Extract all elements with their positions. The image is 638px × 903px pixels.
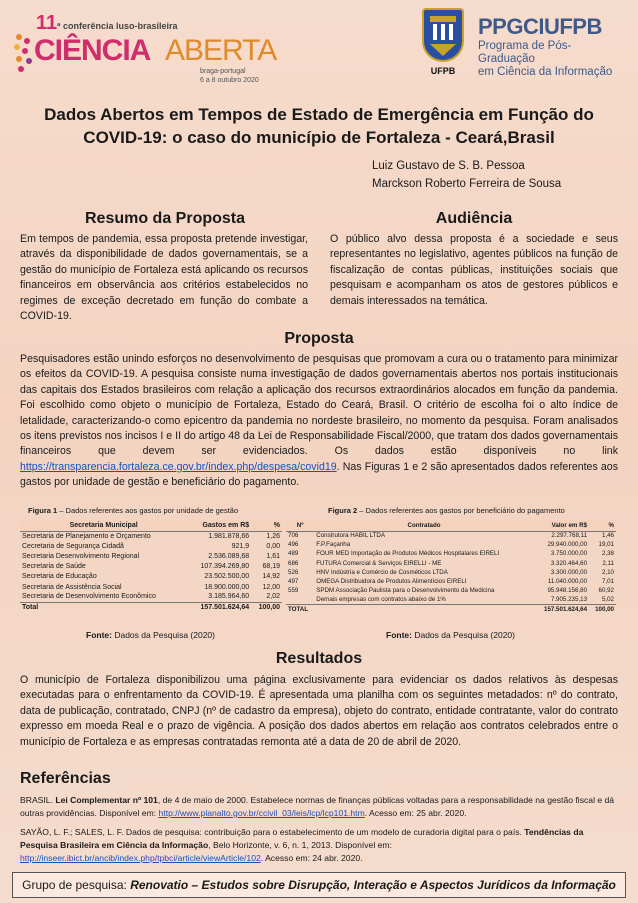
- resumo-heading: Resumo da Proposta: [84, 210, 246, 227]
- table-row: Secretaria Desenvolvimento Regional 2.536.089,68 1,61: [22, 552, 280, 560]
- table-total-row: Total 157.501.624,64 100,00: [22, 604, 280, 612]
- footer-research-group: Grupo de pesquisa: Renovatio – Estudos sobre Disrupção, Interação e Aspectos Jurídicos da Informação: [12, 872, 626, 898]
- resultados-text: O município de Fortaleza disponibilizou uma página exclusivamente para evidenciar os dados relativos às despesas executadas para o enfrentamento da COVID-19. É apresentada uma planilha com os seguintes metadados: nº do contrato, data de publicação, contratado, CNPJ (nº de cadastro da empresa), objeto do contrato, entidade contratante, valor do contrato expresso em moeda Real e o prazo de vigência. A posição dos dados abertos em relação aos contratos celebrados entre o município de Fortaleza e as empresas contratadas remonta até a data de 20 de abril de 2020.: [20, 674, 618, 748]
- table-row: 686 FUTURA Comercial & Serviços EIRELLI - ME 3.320.464,60 2,11: [288, 559, 614, 567]
- table-header-row: Nº Contratado Valor em R$ %: [286, 520, 616, 531]
- figure2-source: Fonte: Dados da Pesquisa (2020): [386, 630, 515, 640]
- audiencia-heading: Audiência: [435, 210, 513, 227]
- figure1-table: [20, 520, 282, 613]
- ppgci-title: PPGCIUFPB: [478, 14, 602, 39]
- ppgci-line2: em Ciência da Informação: [478, 66, 613, 78]
- conf-name: 11ª conferência luso-brasileira: [36, 12, 178, 34]
- ciencia-aberta-logo: [14, 12, 277, 84]
- table-row: 706 Construtora HABIL LTDA 2.297.768,11 1,46: [288, 532, 614, 540]
- logo-word-ciencia: CIÊNCIA: [34, 34, 151, 67]
- resumo-text: Em tempos de pandemia, essa proposta pretende investigar, através da disponibilidade de dados governamentais, se a gestão do município de Fortaleza está aplicando os recursos financeiros em observância aos critérios estabelecidos no regimes de exceção decretado em função do combate a COVID-19.: [20, 233, 308, 323]
- table-row: 559 SPDM Associação Paulista para o Desenvolvimento da Medicina 95.948.156,80 60,92: [288, 587, 614, 595]
- author-2: Marckson Roberto Ferreira de Sousa: [372, 178, 562, 190]
- ufpb-logo: [418, 8, 468, 80]
- ufpb-label: UFPB: [430, 66, 456, 76]
- ufpb-shield-icon: [422, 8, 464, 62]
- reference-2-link[interactable]: http://inseer.ibict.br/ancib/index.php/tpbci/article/viewArticle/102: [20, 853, 261, 863]
- figure1-caption: Figura 1 – Dados referentes aos gastos por unidade de gestão: [28, 506, 239, 515]
- page-title: Dados Abertos em Tempos de Estado de Emergência em Função do COVID-19: o caso do município de Fortaleza - Ceará,Brasil: [44, 105, 594, 147]
- logo-word-aberta: ABERTA: [165, 34, 277, 67]
- author-1: Luiz Gustavo de S. B. Pessoa: [372, 160, 525, 172]
- table-row: Secretaria de Desenvolvimento Econômico 3.185.964,60 2,02: [22, 593, 280, 601]
- proposta-text: Pesquisadores estão unindo esforços no desenvolvimento de pesquisas que promovam a cura ou o tratamento para minimizar os efeitos da COVID-19. A pesquisa consiste numa investigação de dados governamentais abertos nos portais institucionais das capitais dos Estados brasileiros com relação a aplicação dos recursos extraordinários alocados em função da pandemia. Foi escolhido como objeto o município de Fortaleza, Estado do Ceará, Brasil. O critério de escolha foi o alto índice de letalidade, caracterizando-o como epicentro da pandemia no nordeste brasileiro, no momento da pesquisa. Foram analisados os itens previstos nos incisos I e II do artigo 48 da Lei de Responsabilidade Fiscal/2000, que tratam dos dados governamentais financeiros que devem ser evidenciados. Os dados estão disponíveis no link https://transparencia.fortaleza.ce.gov.br/index.php/despesa/covid19. Nas Figuras 1 e 2 são apresentados dados referentes aos gastos por unidade de gestão e beneficiário do pagamento.: [20, 353, 618, 489]
- conf-location: braga-portugal 6 a 8 outubro 2020: [200, 68, 259, 84]
- table-row: Secretaria de Saúde 107.394.269,80 68,19: [22, 563, 280, 571]
- table-row: Secretaria de Educação 23.502.500,00 14,92: [22, 573, 280, 581]
- reference-2: SAYÃO, L. F.; SALES, L. F. Dados de pesquisa: contribuição para o estabelecimento de um modelo de curadoria digital para o país. Tendências da Pesquisa Brasileira em Ciência da Informação, Belo Horizonte, v. 6, n. 1, 2013. Disponível em: http://inseer.ibict.br/ancib/index.php/tpbci/article/viewArticle/102. Acesso em: 24 abr. 2020.: [20, 827, 584, 863]
- reference-1: BRASIL. Lei Complementar nº 101, de 4 de maio de 2000. Estabelece normas de finanças públicas voltadas para a responsabilidade na gestão fiscal e dá outras providências. Disponível em: http://www.planalto.gov.br/ccivil_03/leis/lcp/lcp101.htm. Acesso em: 25 abr. 2020.: [20, 795, 615, 818]
- referencias-heading: Referências: [20, 770, 111, 787]
- table-row: 497 OMEGA Distribuidora de Produtos Alimentícios EIRELI 11.040.000,00 7,01: [288, 578, 614, 586]
- ppgci-logo: [478, 14, 628, 84]
- table-row: Secretaria de Planejamento e Orçamento 1.981.878,66 1,26: [22, 532, 280, 540]
- figure2-table: [286, 520, 616, 614]
- figure2-caption: Figura 2 – Dados referentes aos gastos por beneficiário do pagamento: [328, 506, 565, 515]
- transparencia-link[interactable]: https://transparencia.fortaleza.ce.gov.br/index.php/despesa/covid19: [20, 460, 337, 473]
- table-row: 496 F.P.Façanha 29.940.000,00 19,01: [288, 541, 614, 549]
- table-row: Secretaria de Assistência Social 18.900.000,00 12,00: [22, 583, 280, 591]
- table-row: 526 HNV Indústria e Comércio de Cosméticos LTDA 3.300.000,00 2,10: [288, 568, 614, 576]
- resultados-heading: Resultados: [275, 650, 363, 667]
- reference-1-link[interactable]: http://www.planalto.gov.br/ccivil_03/leis/lcp/lcp101.htm: [158, 808, 365, 818]
- authors: [372, 157, 561, 193]
- references: [20, 794, 618, 871]
- table-row: 489 FOUR MED Importação de Produtos Médicos Hospitalares EIRELI 3.750.000,00 2,38: [288, 550, 614, 558]
- ppgci-line1: Programa de Pós-Graduação: [478, 40, 572, 65]
- audiencia-text: O público alvo dessa proposta é a sociedade e seus representantes no legislativo, agentes públicos na função de fiscalização de contas públicas, instituições sociais que pesquisam e acompanham os atos de gestores públicos e demais interessados na temática.: [330, 233, 618, 307]
- table-header-row: Secretaria Municipal Gastos em R$ %: [20, 520, 282, 531]
- table-total-row: TOTAL 157.501.624,64 100,00: [288, 605, 614, 613]
- logo-dots-icon: [14, 34, 36, 74]
- proposta-heading: Proposta: [284, 330, 354, 347]
- table-row: Cecretaria de Segurança Cidadã 921,9 0,00: [22, 542, 280, 550]
- table-row: Demais empresas com contratos abaixo de 1% 7.905.235,13 5,02: [316, 596, 614, 604]
- figure1-source: Fonte: Dados da Pesquisa (2020): [86, 630, 215, 640]
